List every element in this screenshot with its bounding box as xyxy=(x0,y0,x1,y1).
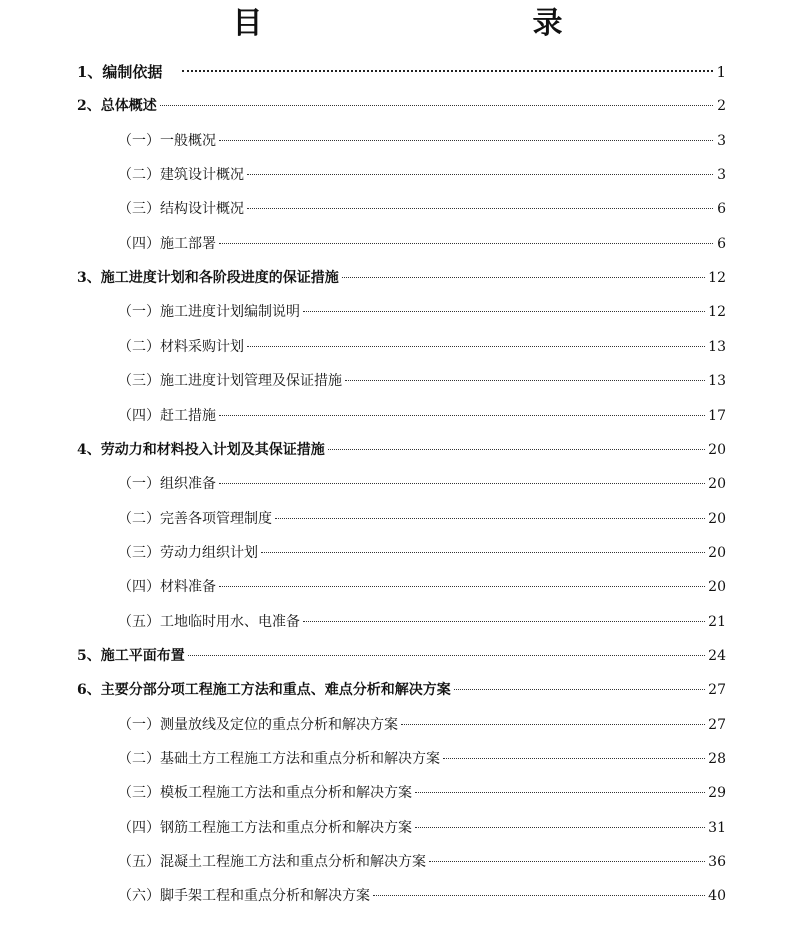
toc-entry-label: （二）完善各项管理制度 xyxy=(118,511,272,527)
toc-entry-page-number: 36 xyxy=(708,854,726,870)
dot-leader xyxy=(415,792,705,793)
toc-entry[interactable] xyxy=(118,851,726,873)
dot-leader xyxy=(219,140,713,141)
toc-entry[interactable] xyxy=(118,233,726,255)
page-title: 目 录 xyxy=(232,6,633,41)
dot-leader xyxy=(219,483,705,484)
toc-entry-page-number: 20 xyxy=(708,476,726,492)
toc-entry-label: （四）钢筋工程施工方法和重点分析和解决方案 xyxy=(118,820,412,836)
toc-entry-label: 1、编制依据 xyxy=(77,63,163,81)
toc-entry-page-number: 20 xyxy=(708,442,726,458)
toc-entry[interactable] xyxy=(77,267,726,289)
toc-entry[interactable] xyxy=(118,370,726,392)
toc-entry[interactable] xyxy=(118,508,726,530)
dot-leader xyxy=(443,758,705,759)
dot-leader xyxy=(303,311,705,312)
toc-entry-page-number: 1 xyxy=(716,63,726,81)
toc-entry-page-number: 2 xyxy=(717,98,726,114)
dot-leader xyxy=(247,174,713,175)
toc-entry-page-number: 17 xyxy=(708,408,726,424)
toc-entry-label: （六）脚手架工程和重点分析和解决方案 xyxy=(118,888,370,904)
toc-entry-label: 3、施工进度计划和各阶段进度的保证措施 xyxy=(77,270,339,286)
toc-entry-label: 4、劳动力和材料投入计划及其保证措施 xyxy=(77,442,325,458)
toc-entry[interactable] xyxy=(118,542,726,564)
toc-entry-page-number: 3 xyxy=(717,133,726,149)
toc-entry[interactable] xyxy=(118,405,726,427)
toc-entry[interactable] xyxy=(118,130,726,152)
toc-entry-page-number: 6 xyxy=(717,236,726,252)
toc-entry-label: （三）劳动力组织计划 xyxy=(118,545,258,561)
toc-entry[interactable] xyxy=(118,576,726,598)
toc-entry-label: 5、施工平面布置 xyxy=(77,648,185,664)
dot-leader xyxy=(182,70,713,72)
toc-entry-label: （五）混凝土工程施工方法和重点分析和解决方案 xyxy=(118,854,426,870)
toc-entry[interactable] xyxy=(118,885,726,907)
toc-entry[interactable] xyxy=(77,679,726,701)
dot-leader xyxy=(454,689,705,690)
toc-entry[interactable] xyxy=(77,95,726,117)
toc-entry[interactable] xyxy=(118,748,726,770)
toc-entry-label: （三）模板工程施工方法和重点分析和解决方案 xyxy=(118,785,412,801)
dot-leader xyxy=(415,827,705,828)
toc-entry-page-number: 28 xyxy=(708,751,726,767)
toc-entry-label: （三）结构设计概况 xyxy=(118,201,244,217)
toc-entry-label: （五）工地临时用水、电准备 xyxy=(118,614,300,630)
toc-entry-page-number: 24 xyxy=(708,648,726,664)
toc-entry-page-number: 12 xyxy=(708,270,726,286)
toc-entry-label: （二）基础土方工程施工方法和重点分析和解决方案 xyxy=(118,751,440,767)
dot-leader xyxy=(261,552,705,553)
toc-entry-page-number: 31 xyxy=(708,820,726,836)
dot-leader xyxy=(219,586,705,587)
toc-entry-page-number: 13 xyxy=(708,339,726,355)
toc-entry-page-number: 20 xyxy=(708,545,726,561)
toc-entry[interactable] xyxy=(118,782,726,804)
toc-entry[interactable] xyxy=(77,645,726,667)
toc-entry[interactable] xyxy=(77,439,726,461)
toc-entry-label: （一）组织准备 xyxy=(118,476,216,492)
toc-entry-label: （二）建筑设计概况 xyxy=(118,167,244,183)
toc-entry-page-number: 21 xyxy=(708,614,726,630)
toc-entry-label: （一）测量放线及定位的重点分析和解决方案 xyxy=(118,717,398,733)
toc-entry[interactable] xyxy=(77,61,726,83)
toc-entry[interactable] xyxy=(118,817,726,839)
toc-entry-page-number: 20 xyxy=(708,579,726,595)
toc-entry-page-number: 29 xyxy=(708,785,726,801)
toc-entry-label: （四）施工部署 xyxy=(118,236,216,252)
toc-entry-page-number: 27 xyxy=(708,682,726,698)
toc-entry[interactable] xyxy=(118,336,726,358)
toc-entry-page-number: 13 xyxy=(708,373,726,389)
dot-leader xyxy=(373,895,705,896)
dot-leader xyxy=(247,208,713,209)
toc-entry-page-number: 27 xyxy=(708,717,726,733)
toc-entry[interactable] xyxy=(118,198,726,220)
toc-entry[interactable] xyxy=(118,611,726,633)
dot-leader xyxy=(219,243,713,244)
dot-leader xyxy=(429,861,705,862)
dot-leader xyxy=(303,621,705,622)
toc-entry-page-number: 40 xyxy=(708,888,726,904)
toc-entry-page-number: 6 xyxy=(717,201,726,217)
toc-entry[interactable] xyxy=(118,473,726,495)
dot-leader xyxy=(275,518,705,519)
toc-entry[interactable] xyxy=(118,714,726,736)
toc-entry-label: （二）材料采购计划 xyxy=(118,339,244,355)
dot-leader xyxy=(160,105,713,106)
toc-entry-label: 6、主要分部分项工程施工方法和重点、难点分析和解决方案 xyxy=(77,682,451,698)
toc-entry-page-number: 20 xyxy=(708,511,726,527)
toc-entry-label: 2、总体概述 xyxy=(77,98,157,114)
dot-leader xyxy=(219,415,705,416)
dot-leader xyxy=(345,380,705,381)
toc-entry-label: （一）施工进度计划编制说明 xyxy=(118,304,300,320)
toc-entry-label: （四）赶工措施 xyxy=(118,408,216,424)
dot-leader xyxy=(247,346,705,347)
toc-entry-label: （四）材料准备 xyxy=(118,579,216,595)
dot-leader xyxy=(342,277,705,278)
toc-entry[interactable] xyxy=(118,301,726,323)
toc-entry-page-number: 3 xyxy=(717,167,726,183)
toc-entry[interactable] xyxy=(118,164,726,186)
dot-leader xyxy=(188,655,705,656)
dot-leader xyxy=(328,449,705,450)
toc-entry-label: （一）一般概况 xyxy=(118,133,216,149)
toc-entry-page-number: 12 xyxy=(708,304,726,320)
dot-leader xyxy=(401,724,705,725)
toc-entry-label: （三）施工进度计划管理及保证措施 xyxy=(118,373,342,389)
